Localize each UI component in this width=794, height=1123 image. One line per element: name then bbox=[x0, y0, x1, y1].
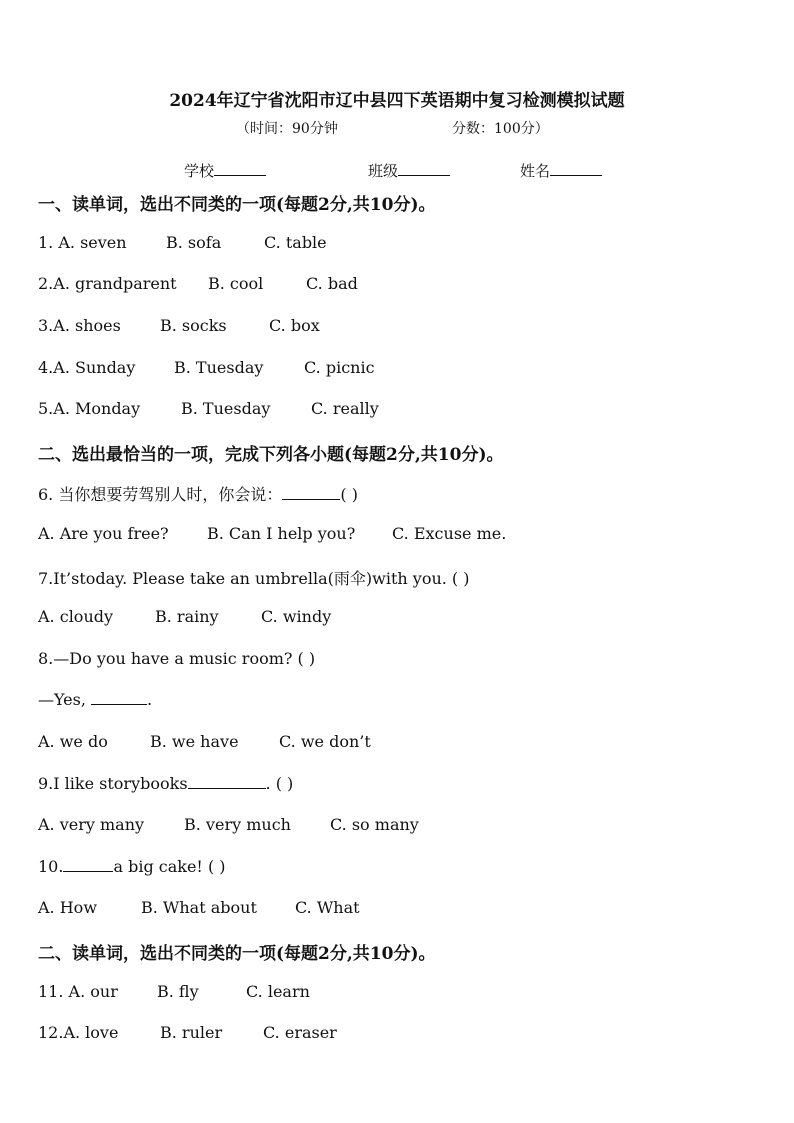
q3-option-c: C. box bbox=[269, 316, 320, 335]
name-label: 姓名 bbox=[520, 162, 551, 180]
q10-stem-text: a big cake! ( ) bbox=[113, 857, 226, 876]
q8-option-a: A. we do bbox=[38, 732, 108, 751]
q1-option-c: C. table bbox=[264, 233, 327, 252]
q8-option-c: C. we don’t bbox=[279, 732, 371, 751]
q9-answer-blank bbox=[188, 774, 266, 789]
q11-option-c: C. learn bbox=[246, 982, 310, 1001]
q7-option-c: C. windy bbox=[261, 607, 332, 626]
school-field bbox=[184, 160, 266, 181]
q9-bracket: . ( ) bbox=[265, 774, 294, 793]
q5-option-a: 5.A. Monday bbox=[38, 399, 141, 418]
section-3-heading: 二、读单词，选出不同类的一项(每题2分,共10分)。 bbox=[38, 944, 436, 964]
name-field bbox=[520, 160, 602, 181]
q9-option-b: B. very much bbox=[184, 815, 291, 834]
q6-option-a: A. Are you free? bbox=[38, 524, 169, 543]
page-title: 2024年辽宁省沈阳市辽中县四下英语期中复习检测模拟试题 bbox=[169, 91, 625, 111]
q9-stem-text: 9.I like storybooks bbox=[38, 774, 188, 793]
q12-option-a: 12.A. love bbox=[38, 1023, 119, 1042]
q2-option-a: 2.A. grandparent bbox=[38, 274, 177, 293]
q10-answer-blank bbox=[63, 857, 113, 872]
q10-option-b: B. What about bbox=[141, 898, 257, 917]
q6-answer-blank bbox=[282, 485, 340, 500]
q6-stem bbox=[38, 482, 358, 505]
class-blank bbox=[398, 161, 450, 176]
q1-option-a: 1. A. seven bbox=[38, 233, 127, 252]
q11-option-b: B. fly bbox=[157, 982, 199, 1001]
name-blank bbox=[550, 161, 602, 176]
q4-option-c: C. picnic bbox=[304, 358, 375, 377]
q8-option-b: B. we have bbox=[150, 732, 239, 751]
school-blank bbox=[214, 161, 266, 176]
q4-option-a: 4.A. Sunday bbox=[38, 358, 136, 377]
q12-option-c: C. eraser bbox=[263, 1023, 337, 1042]
q9-option-a: A. very many bbox=[38, 815, 145, 834]
q8-stem: 8.—Do you have a music room? ( ) bbox=[38, 649, 316, 668]
q1-option-b: B. sofa bbox=[166, 233, 222, 252]
q8-reply-text: —Yes, bbox=[38, 690, 92, 709]
q3-option-a: 3.A. shoes bbox=[38, 316, 121, 335]
q2-option-c: C. bad bbox=[306, 274, 358, 293]
q5-option-c: C. really bbox=[311, 399, 379, 418]
q8-answer-blank bbox=[91, 690, 147, 705]
q6-option-b: B. Can I help you? bbox=[207, 524, 356, 543]
q8-reply bbox=[38, 690, 152, 709]
q6-bracket: ( ) bbox=[340, 485, 358, 504]
q7-stem: 7.It’stoday. Please take an umbrella(雨伞)with you. ( ) bbox=[38, 569, 470, 588]
q6-stem-text: 6. 当你想要劳驾别人时，你会说： bbox=[38, 485, 283, 504]
q2-option-b: B. cool bbox=[208, 274, 264, 293]
score-info: 分数：100分） bbox=[452, 121, 549, 137]
school-label: 学校 bbox=[184, 162, 215, 180]
q10-option-a: A. How bbox=[38, 898, 98, 917]
q8-reply-end: . bbox=[147, 690, 153, 709]
q9-option-c: C. so many bbox=[330, 815, 419, 834]
q3-option-b: B. socks bbox=[160, 316, 227, 335]
class-label: 班级 bbox=[368, 162, 399, 180]
q4-option-b: B. Tuesday bbox=[174, 358, 264, 377]
q7-option-a: A. cloudy bbox=[38, 607, 114, 626]
q7-option-b: B. rainy bbox=[155, 607, 219, 626]
q10-stem bbox=[38, 857, 226, 876]
q6-option-c: C. Excuse me. bbox=[392, 524, 507, 543]
section-2-heading: 二、选出最恰当的一项，完成下列各小题(每题2分,共10分)。 bbox=[38, 445, 504, 465]
time-info: （时间：90分钟 bbox=[236, 121, 338, 137]
section-1-heading: 一、读单词，选出不同类的一项(每题2分,共10分)。 bbox=[38, 195, 436, 215]
q9-stem bbox=[38, 774, 293, 793]
q10-number: 10. bbox=[38, 857, 64, 876]
class-field bbox=[368, 160, 450, 181]
q5-option-b: B. Tuesday bbox=[181, 399, 271, 418]
q12-option-b: B. ruler bbox=[160, 1023, 223, 1042]
q10-option-c: C. What bbox=[295, 898, 360, 917]
q11-option-a: 11. A. our bbox=[38, 982, 118, 1001]
